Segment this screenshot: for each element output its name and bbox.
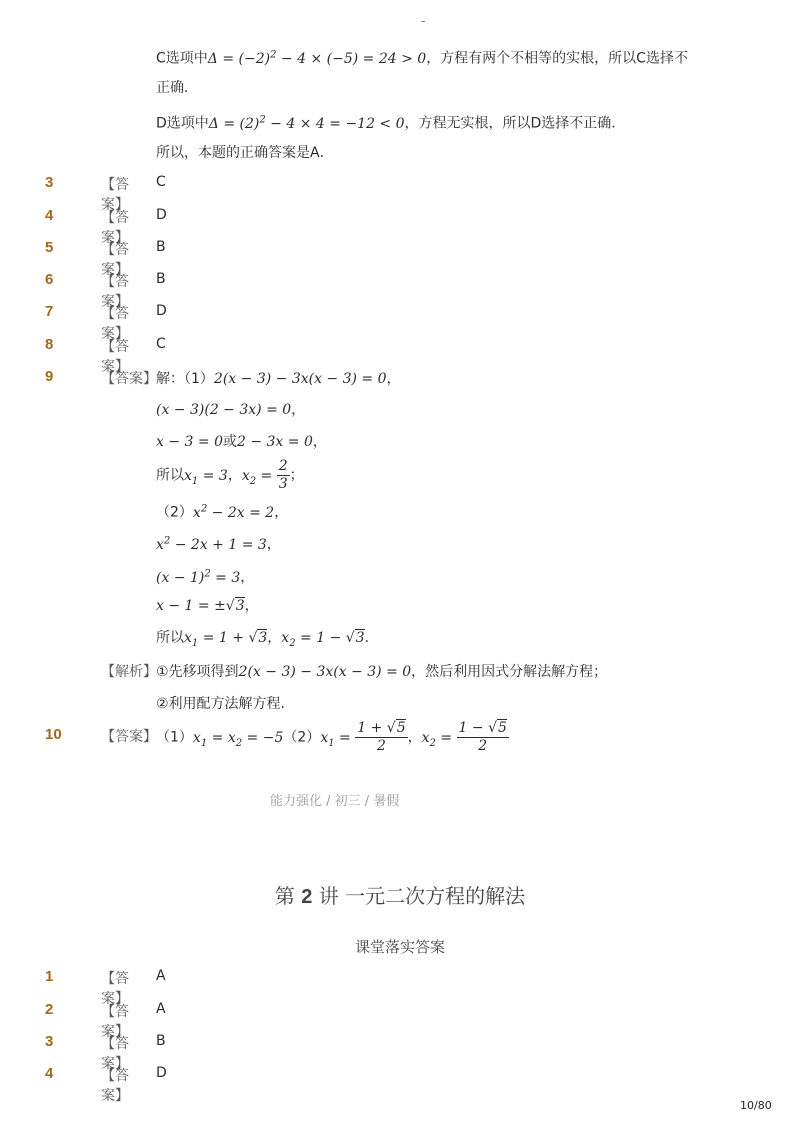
answer-tag: 【答案】 bbox=[101, 729, 157, 745]
question-number: 9 bbox=[45, 368, 54, 385]
question-number: 4 bbox=[45, 207, 54, 224]
question-number: 1 bbox=[45, 968, 54, 985]
solution-step-7: $(x - 1)^2 = 3$， bbox=[156, 568, 255, 586]
answer-value: A bbox=[156, 1001, 166, 1017]
question-number: 3 bbox=[45, 174, 54, 191]
answer-tag: 【答案】 bbox=[101, 177, 129, 213]
question-number: 4 bbox=[45, 1065, 54, 1082]
question-number: 3 bbox=[45, 1033, 54, 1050]
answer-tag: 【答案】 bbox=[101, 242, 129, 278]
answer-10: $(1)x_1 = x_2 = -5(2)x_1$ = $\frac{1 + √5}{2}$ ，$x_2$ = $\frac{1 - √5}{2}$ bbox=[156, 720, 507, 754]
question-number: 6 bbox=[45, 271, 54, 288]
answer-tag: 【答案】 bbox=[101, 274, 129, 310]
option-c-line2: 正确． bbox=[156, 80, 198, 96]
option-c-line: C选项中$\Delta = (-2)^2 - 4 \times (-5) = 24 > 0$，方程有两个不相等的实根，所以C选择不 bbox=[156, 49, 688, 67]
question-number: 10 bbox=[45, 726, 62, 743]
answer-tag: 【答案】 bbox=[101, 1036, 129, 1072]
solution-step-8: x − 1 = ±√3， bbox=[156, 598, 259, 614]
question-number: 7 bbox=[45, 303, 54, 320]
answer-value: D bbox=[156, 303, 167, 319]
question-number: 8 bbox=[45, 336, 54, 353]
answer-value: A bbox=[156, 968, 166, 984]
solution-step-5: $(2)x^2 - 2x = 2$， bbox=[156, 503, 289, 521]
answer-value: B bbox=[156, 271, 166, 287]
answer-value: C bbox=[156, 336, 166, 352]
chapter-title: 第 2 讲 一元二次方程的解法 bbox=[274, 884, 526, 908]
analysis-tag: 【解析】 bbox=[101, 664, 157, 680]
answer-value: B bbox=[156, 1033, 166, 1049]
section-subtitle: 课堂落实答案 bbox=[354, 938, 445, 956]
answer-tag: 【答案】 bbox=[101, 1004, 129, 1040]
solution-step-6: $x^2 - 2x + 1 = 3$， bbox=[156, 535, 281, 553]
analysis-line-2: ②利用配方法解方程． bbox=[156, 696, 295, 712]
answer-tag: 【答案】 bbox=[101, 210, 129, 246]
answer-value: D bbox=[156, 207, 167, 223]
page-number: 10/80 bbox=[740, 1099, 772, 1112]
solution-step-4: 所以$x_1 = 3$，$x_2$ = $\frac{2}{3}$ ； bbox=[156, 458, 304, 492]
solution-step-3: x − 3 = 0或2 − 3x = 0， bbox=[156, 434, 327, 450]
question-number: 2 bbox=[45, 1001, 54, 1018]
conclusion-line: 所以，本题的正确答案是A． bbox=[156, 145, 334, 161]
top-mark: - bbox=[421, 14, 426, 28]
answer-tag: 【答案】 bbox=[101, 306, 129, 342]
question-number: 5 bbox=[45, 239, 54, 256]
solution-step-1: 解：（1）2(x − 3) − 3x(x − 3) = 0， bbox=[156, 371, 401, 387]
answer-tag: 【答案】 bbox=[101, 339, 129, 375]
answer-tag: 【答案】 bbox=[101, 971, 129, 1007]
footer-breadcrumb: 能力强化 / 初三 / 暑假 bbox=[270, 794, 400, 809]
analysis-line-1: ①先移项得到2(x − 3) − 3x(x − 3) = 0，然后利用因式分解法解方程； bbox=[156, 664, 608, 680]
answer-tag: 【答案】 bbox=[101, 1068, 129, 1104]
answer-value: C bbox=[156, 174, 166, 190]
answer-tag: 【答案】 bbox=[101, 371, 157, 387]
solution-step-9: 所以$x_1 = 1 + √3$，$x_2 = 1 - √3$． bbox=[156, 630, 379, 649]
option-d-line: D选项中$\Delta = (2)^2 - 4 \times 4 = -12 < 0$，方程无实根，所以D选择不正确． bbox=[156, 114, 626, 132]
solution-step-2: (x − 3)(2 − 3x) = 0， bbox=[156, 402, 306, 418]
answer-value: D bbox=[156, 1065, 167, 1081]
answer-value: B bbox=[156, 239, 166, 255]
